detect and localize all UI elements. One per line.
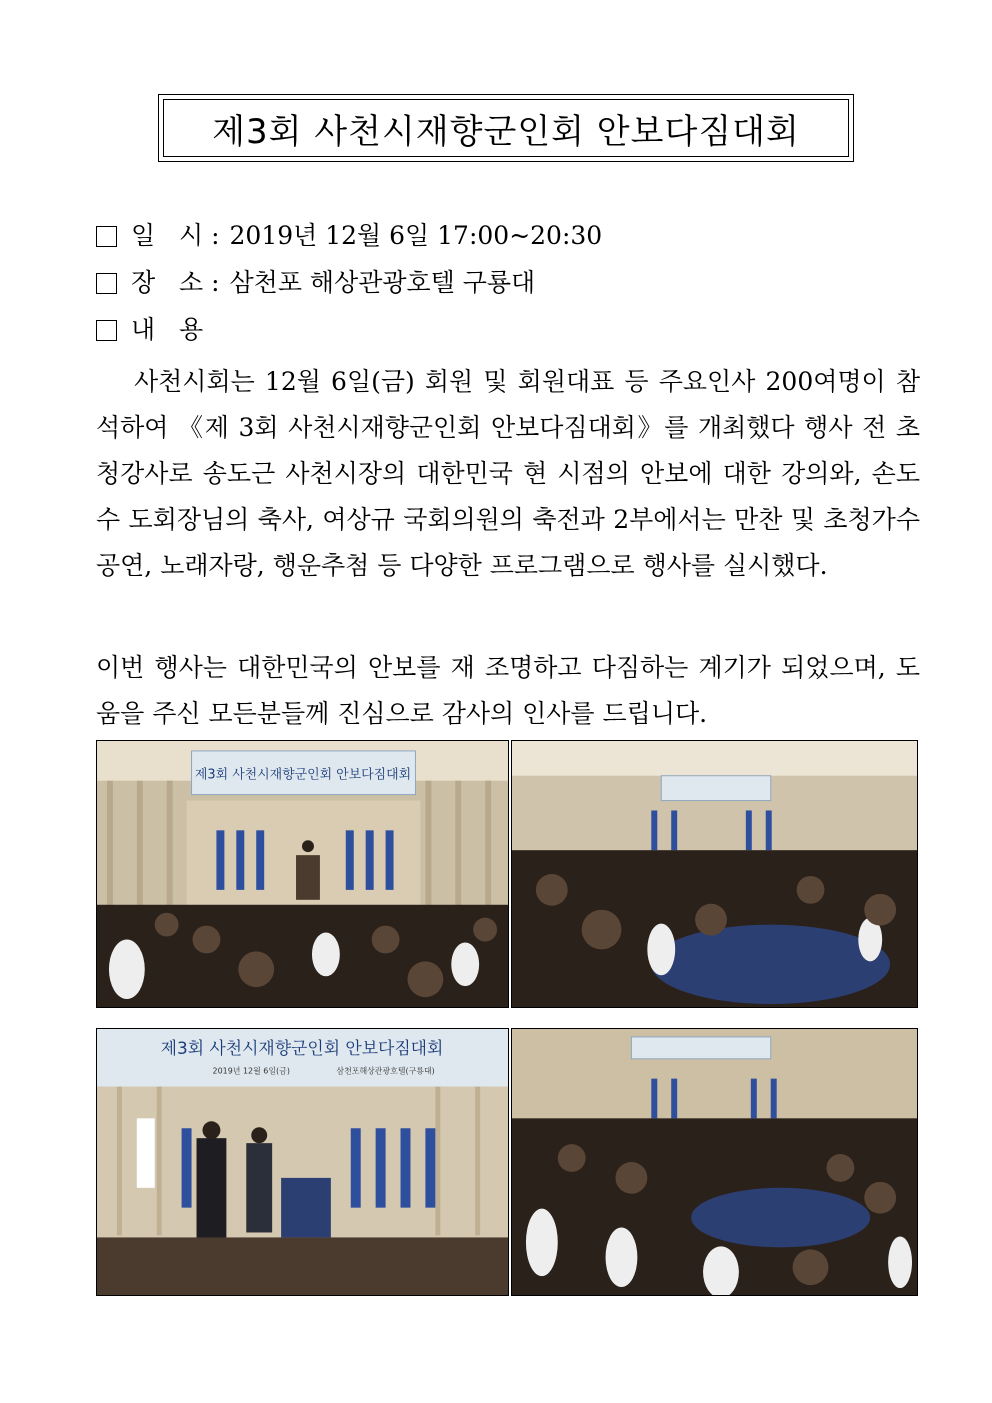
- date-label: 일 시 :: [131, 221, 220, 250]
- place-value: 삼천포 해상관광호텔 구룡대: [229, 268, 536, 297]
- checkbox-icon: [96, 273, 117, 294]
- paragraph-closing: 이번 행사는 대한민국의 안보를 재 조명하고 다짐하는 계기가 되었으며, 도움을 주신 모든분들께 진심으로 감사의 인사를 드립니다.: [96, 653, 920, 728]
- place-label: 장 소 :: [131, 268, 220, 297]
- info-content: [96, 312, 203, 348]
- info-place: [96, 265, 535, 301]
- event-photo-1: [96, 740, 509, 1008]
- banner-date: 2019년 12월 6일(금): [212, 1066, 290, 1076]
- event-photo-2: [511, 740, 918, 1008]
- banner-text: 제3회 사천시재향군인회 안보다짐대회: [194, 767, 412, 783]
- paragraph-main: 사천시회는 12월 6일(금) 회원 및 회원대표 등 주요인사 200여명이 참석하여 《제 3회 사천시재향군인회 안보다짐대회》를 개최했다 행사 전 초청강사로 송도근 사천시장의 대한민국 현 시점의 안보에 대한 강의와, 손도수 도회장님의 축사, 여상규 국회의원의 축전과 2부에서는 만찬 및 초청가수 공연, 노래자랑, 행운추첨 등 다양한 프로그램으로 행사를 실시했다.: [96, 367, 920, 580]
- event-photo-4: [511, 1028, 918, 1296]
- event-photo-3: [96, 1028, 509, 1296]
- content-label: 내 용: [131, 315, 204, 344]
- title-box: [158, 94, 854, 162]
- date-value: 2019년 12월 6일 17:00~20:30: [229, 221, 603, 250]
- checkbox-icon: [96, 320, 117, 341]
- checkbox-icon: [96, 226, 117, 247]
- banner-text: 제3회 사천시재향군인회 안보다짐대회: [160, 1037, 444, 1058]
- page-title: 제3회 사천시재향군인회 안보다짐대회: [163, 99, 849, 157]
- info-date: [96, 218, 602, 254]
- banner-venue: 삼천포해상관광호텔(구룡대): [336, 1066, 435, 1076]
